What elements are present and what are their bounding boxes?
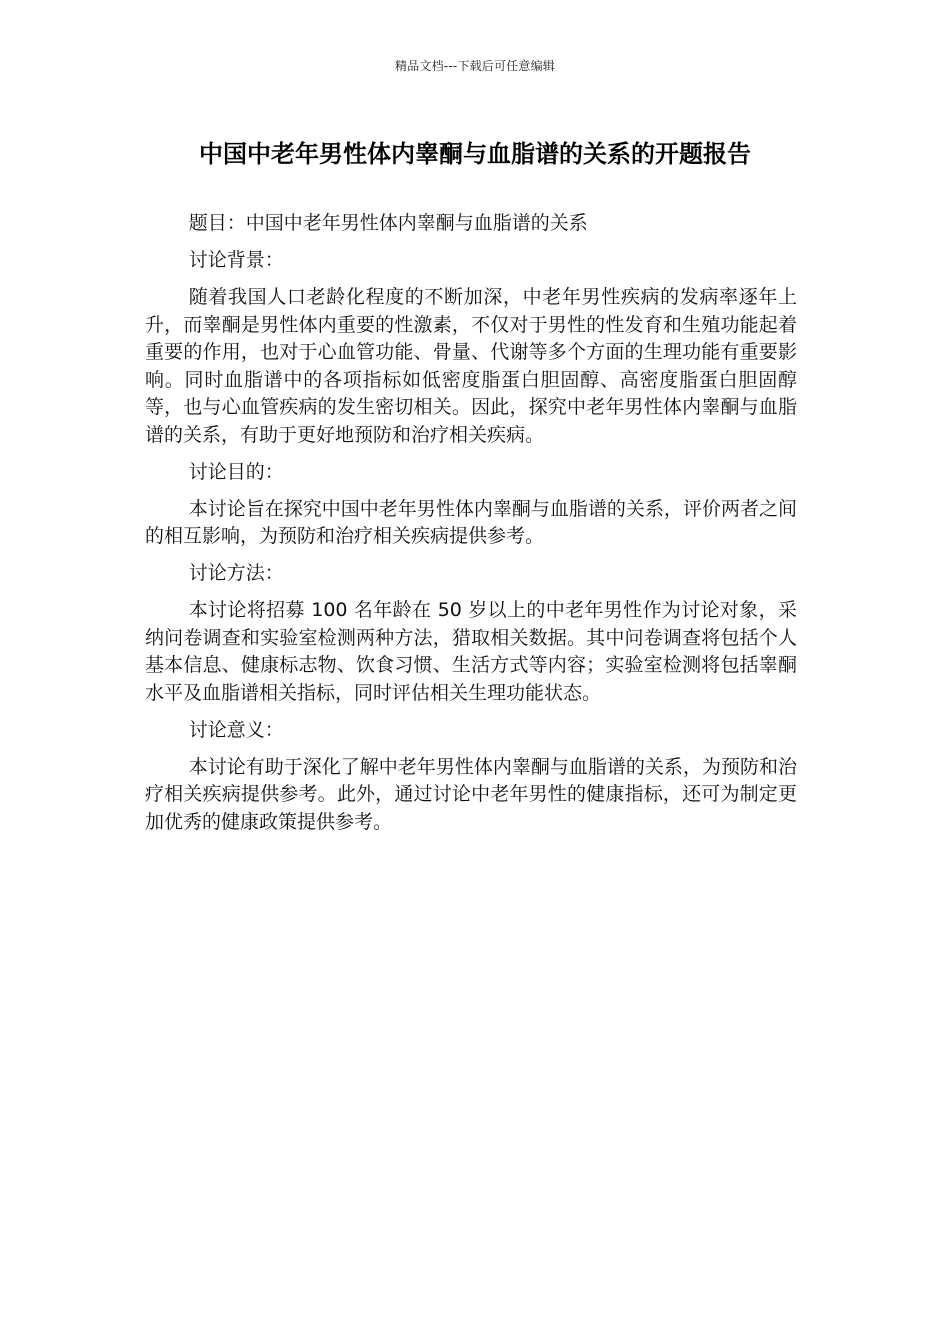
background-paragraph: 随着我国人口老龄化程度的不断加深，中老年男性疾病的发病率逐年上升，而睾酮是男性体内重要的性激素，不仅对于男性的性发育和生殖功能起着重要的作用，也对于心血管功能、骨量、代谢等多个方面的生理功能有重要影响。同时血脂谱中的各项指标如低密度脂蛋白胆固醇、高密度脂蛋白胆固醇等，也与心血管疾病的发生密切相关。因此，探究中老年男性体内睾酮与血脂谱的关系，有助于更好地预防和治疗相关疾病。 <box>145 286 797 446</box>
method-paragraph: 本讨论将招募 100 名年龄在 50 岁以上的中老年男性作为讨论对象，采纳问卷调查和实验室检测两种方法，猎取相关数据。其中问卷调查将包括个人基本信息、健康标志物、饮食习惯、生活方式等内容；实验室检测将包括睾酮水平及血脂谱相关指标，同时评估相关生理功能状态。 <box>145 599 797 704</box>
document-body <box>145 210 797 846</box>
topic-line: 题目：中国中老年男性体内睾酮与血脂谱的关系 <box>188 212 588 234</box>
header-note: 精品文档---下载后可任意编辑 <box>395 59 555 73</box>
significance-paragraph: 本讨论有助于深化了解中老年男性体内睾酮与血脂谱的关系，为预防和治疗相关疾病提供参考。此外，通过讨论中老年男性的健康指标，还可为制定更加优秀的健康政策提供参考。 <box>145 755 797 833</box>
section-heading-background: 讨论背景： <box>188 249 284 271</box>
section-heading-method: 讨论方法： <box>188 562 284 584</box>
document-title: 中国中老年男性体内睾酮与血脂谱的关系的开题报告 <box>199 140 751 168</box>
section-heading-significance: 讨论意义： <box>188 718 284 741</box>
purpose-paragraph: 本讨论旨在探究中国中老年男性体内睾酮与血脂谱的关系，评价两者之间的相互影响，为预防和治疗相关疾病提供参考。 <box>145 497 797 547</box>
section-heading-purpose: 讨论目的： <box>188 460 284 483</box>
